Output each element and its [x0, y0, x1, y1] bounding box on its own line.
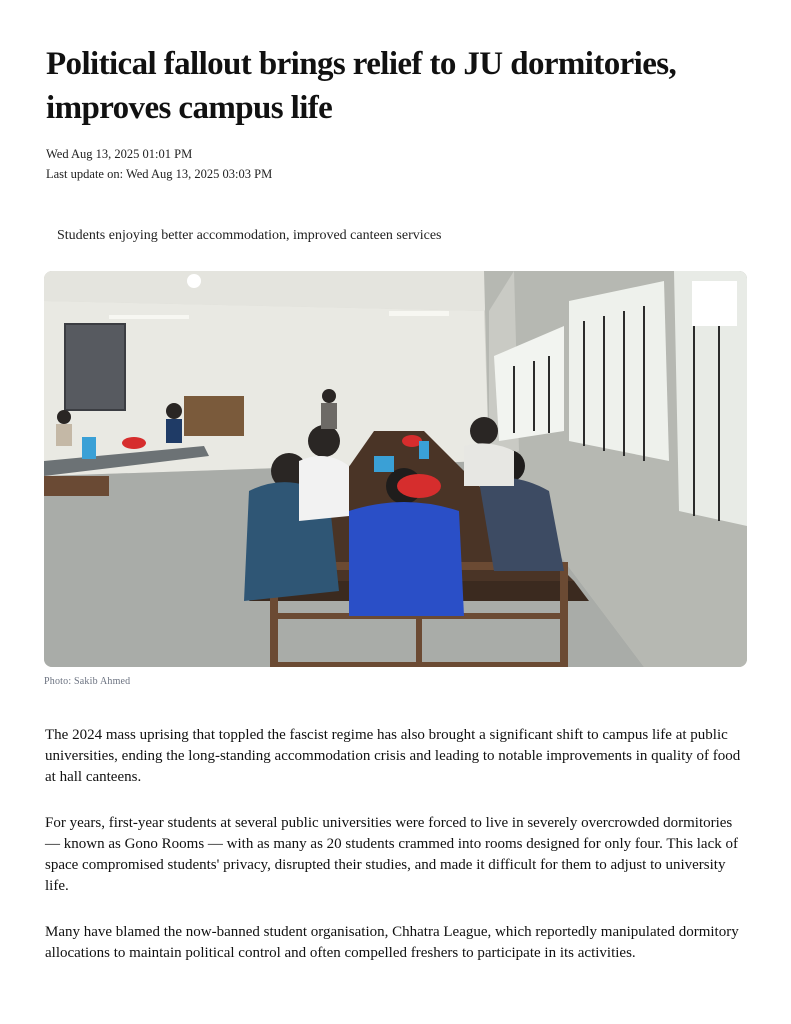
article-subhead: Students enjoying better accommodation, improved canteen services [57, 228, 442, 243]
article-headline: Political fallout brings relief to JU dormitories, improves campus life [46, 46, 677, 126]
article-photo [44, 271, 747, 667]
photo-credit: Photo: Sakib Ahmed [44, 676, 131, 687]
article-paragraph: Many have blamed the now-banned student organisation, Chhatra League, which reportedly manipulated dormitory allocations to maintain political control and often compelled freshers to participate in its activities. [45, 924, 739, 961]
article-paragraph: The 2024 mass uprising that toppled the fascist regime has also brought a significant shift to campus life at public universities, ending the long-standing accommodation crisis and leading to notable improvements in quality of food at hall canteens. [45, 727, 741, 785]
last-update-date: Last update on: Wed Aug 13, 2025 03:03 PM [46, 167, 273, 181]
published-date: Wed Aug 13, 2025 01:01 PM [46, 147, 193, 161]
canteen-photo-illustration [44, 271, 747, 667]
article-paragraph: For years, first-year students at several public universities were forced to live in severely overcrowded dormitories — known as Gono Rooms — with as many as 20 students crammed into rooms designed for only four. This lack of space compromised students' privacy, disrupted their studies, and made it difficult for them to adjust to university life. [45, 815, 738, 894]
